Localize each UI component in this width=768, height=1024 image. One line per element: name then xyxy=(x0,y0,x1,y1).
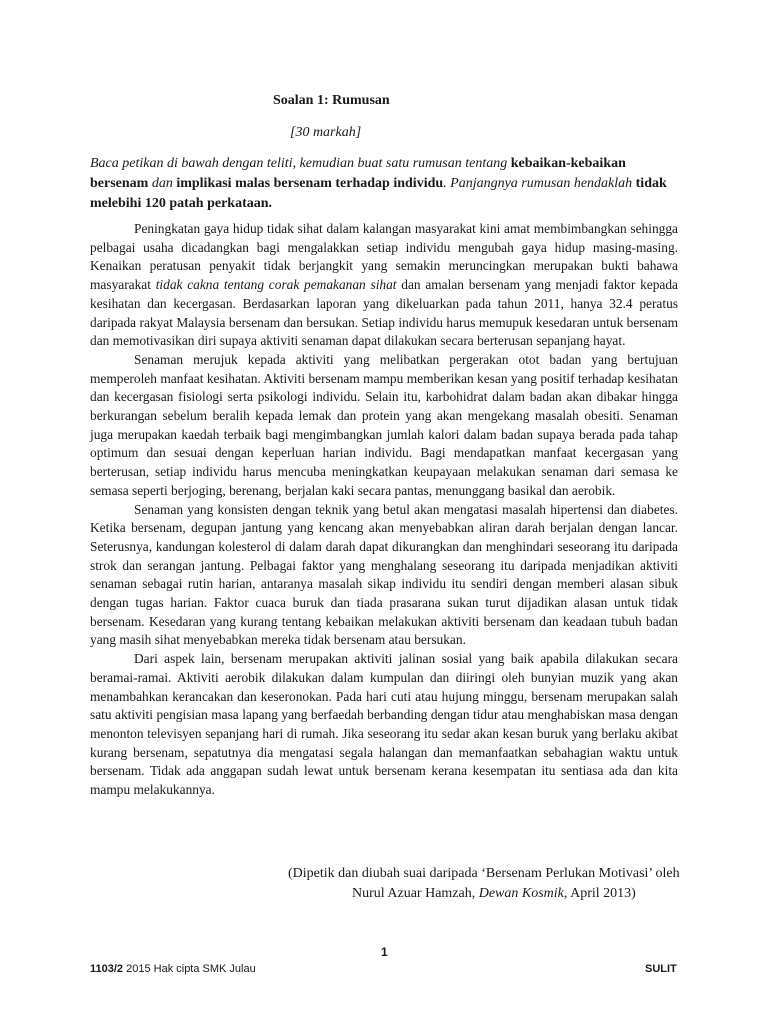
source-author: Nurul Azuar Hamzah, xyxy=(352,886,479,901)
question-title: Soalan 1: Rumusan xyxy=(273,93,390,108)
footer-copyright xyxy=(90,963,256,975)
footer-classification: SULIT xyxy=(645,963,677,975)
instruction-part-1: Baca petikan di bawah dengan teliti, kemudian buat satu rumusan tentang xyxy=(90,156,511,171)
paragraph-1-text-a: Peningkatan gaya hidup tidak sihat dalam kalangan masyarakat kini amat membimbangkan sehingga pelbagai usaha dicadangkan bagi mengalakkan setiap individu mengubah gaya hidup masing-masing. Kenaikan peratusan penyakit tidak berjangkit yang semakin meruncingkan merupakan bukti bahawa masyarakat xyxy=(90,221,678,293)
paragraph-1 xyxy=(90,220,678,351)
source-citation-line-1: (Dipetik dan diubah suai daripada ‘Bersenam Perlukan Motivasi’ oleh xyxy=(288,866,680,881)
page-number: 1 xyxy=(381,945,388,959)
instruction-bold-1: kebaikan-kebaikan bersenam xyxy=(90,156,626,191)
instruction-bold-2: implikasi malas bersenam terhadap individu xyxy=(176,176,444,191)
marks-label: [30 markah] xyxy=(290,125,362,140)
paragraph-2: Senaman merujuk kepada aktiviti yang melibatkan pergerakan otot badan yang bertujuan memperoleh manfaat kesihatan. Aktiviti bersenam mampu memberikan kesan yang positif terhadap kesihatan dan kecergasan fisiologi serta psikologi individu. Selain itu, karbohidrat dalam badan akan dibakar hingga berkurangan sebelum beralih kepada lemak dan protein yang akan mengekang masalah obesiti. Senaman juga merupakan kaedah terbaik bagi mengimbangkan jumlah kalori dalam badan supaya berada pada tahap optimum dan sesuai dengan keperluan harian individu. Bagi mendapatkan manfaat kecergasan yang berterusan, setiap individu harus mencuba meningkatkan keupayaan melakukan senaman dari semasa ke semasa seperti berjoging, berenang, berjalan kaki secara pantas, menunggang basikal dan aerobik. xyxy=(90,351,678,498)
paragraph-1-text-b: dan amalan bersenam yang menjadi faktor kepada kesihatan dan kecergasan. Berdasarkan laporan yang dikeluarkan pada tahun 2011, hanya 32.4 peratus daripada rakyat Malaysia bersenam dan bersukan. Setiap individu harus memupuk kesedaran untuk bersenam dan memotivasikan diri supaya aktiviti senaman dapat dilakukan secara berterusan sepanjang hayat. xyxy=(90,277,678,349)
paper-code: 1103/2 xyxy=(90,963,124,975)
footer-copyright-text: 2015 Hak cipta SMK Julau xyxy=(123,963,256,975)
instruction-part-2: dan xyxy=(148,176,177,191)
source-date: , April 2013) xyxy=(563,886,636,901)
paragraph-4: Dari aspek lain, bersenam merupakan aktiviti jalinan sosial yang baik apabila dilakukan secara beramai-ramai. Aktiviti aerobik dilakukan dalam kumpulan dan diiringi oleh bunyian muzik yang akan menambahkan kerancakan dan keseronokan. Pada hari cuti atau hujung minggu, bersenam merupakan salah satu aktiviti pengisian masa lapang yang berfaedah berbanding dengan tidur atau menghabiskan masa dengan menonton televisyen sepanjang hari di rumah. Jika seseorang itu sedar akan kesan buruk yang berlaku akibat kurang bersenam, sepatutnya dia mengatasi segala halangan dan memanfaatkan sebahagian waktu untuk bersenam. Tidak ada anggapan sudah lewat untuk bersenam kerana kesempatan itu sentiasa ada dan kita mampu melakukannya. xyxy=(90,651,678,798)
source-magazine: Dewan Kosmik xyxy=(478,886,564,901)
passage xyxy=(90,220,678,800)
instruction-text xyxy=(90,154,680,214)
instruction-bold-3: tidak melebihi 120 patah perkataan. xyxy=(90,176,667,211)
paragraph-1-italic: tidak cakna tentang corak pemakanan sihat xyxy=(155,277,397,293)
instruction-part-3: . Panjangnya rumusan hendaklah xyxy=(443,176,636,191)
paragraph-3: Senaman yang konsisten dengan teknik yang betul akan mengatasi masalah hipertensi dan diabetes. Ketika bersenam, degupan jantung yang kencang akan menyebabkan aliran darah berjalan dengan lancar. Seterusnya, kandungan kolesterol di dalam darah dapat dikurangkan dan menghindari seseorang itu daripada strok dan serangan jantung. Pelbagai faktor yang menghalang seseorang itu daripada menjadikan aktiviti senaman sebagai rutin harian, antaranya masalah sikap individu itu sendiri dengan memberi alasan sibuk dengan tugas harian. Faktor cuaca buruk dan tiada prasarana sukan turut dijadikan alasan untuk tidak bersenam. Kesedaran yang kurang tentang kebaikan melakukan aktiviti bersenam dan keadaan tubuh badan yang masih sihat menyebabkan mereka tidak bersenam atau bersukan. xyxy=(90,501,678,648)
source-citation-line-2 xyxy=(352,886,636,902)
